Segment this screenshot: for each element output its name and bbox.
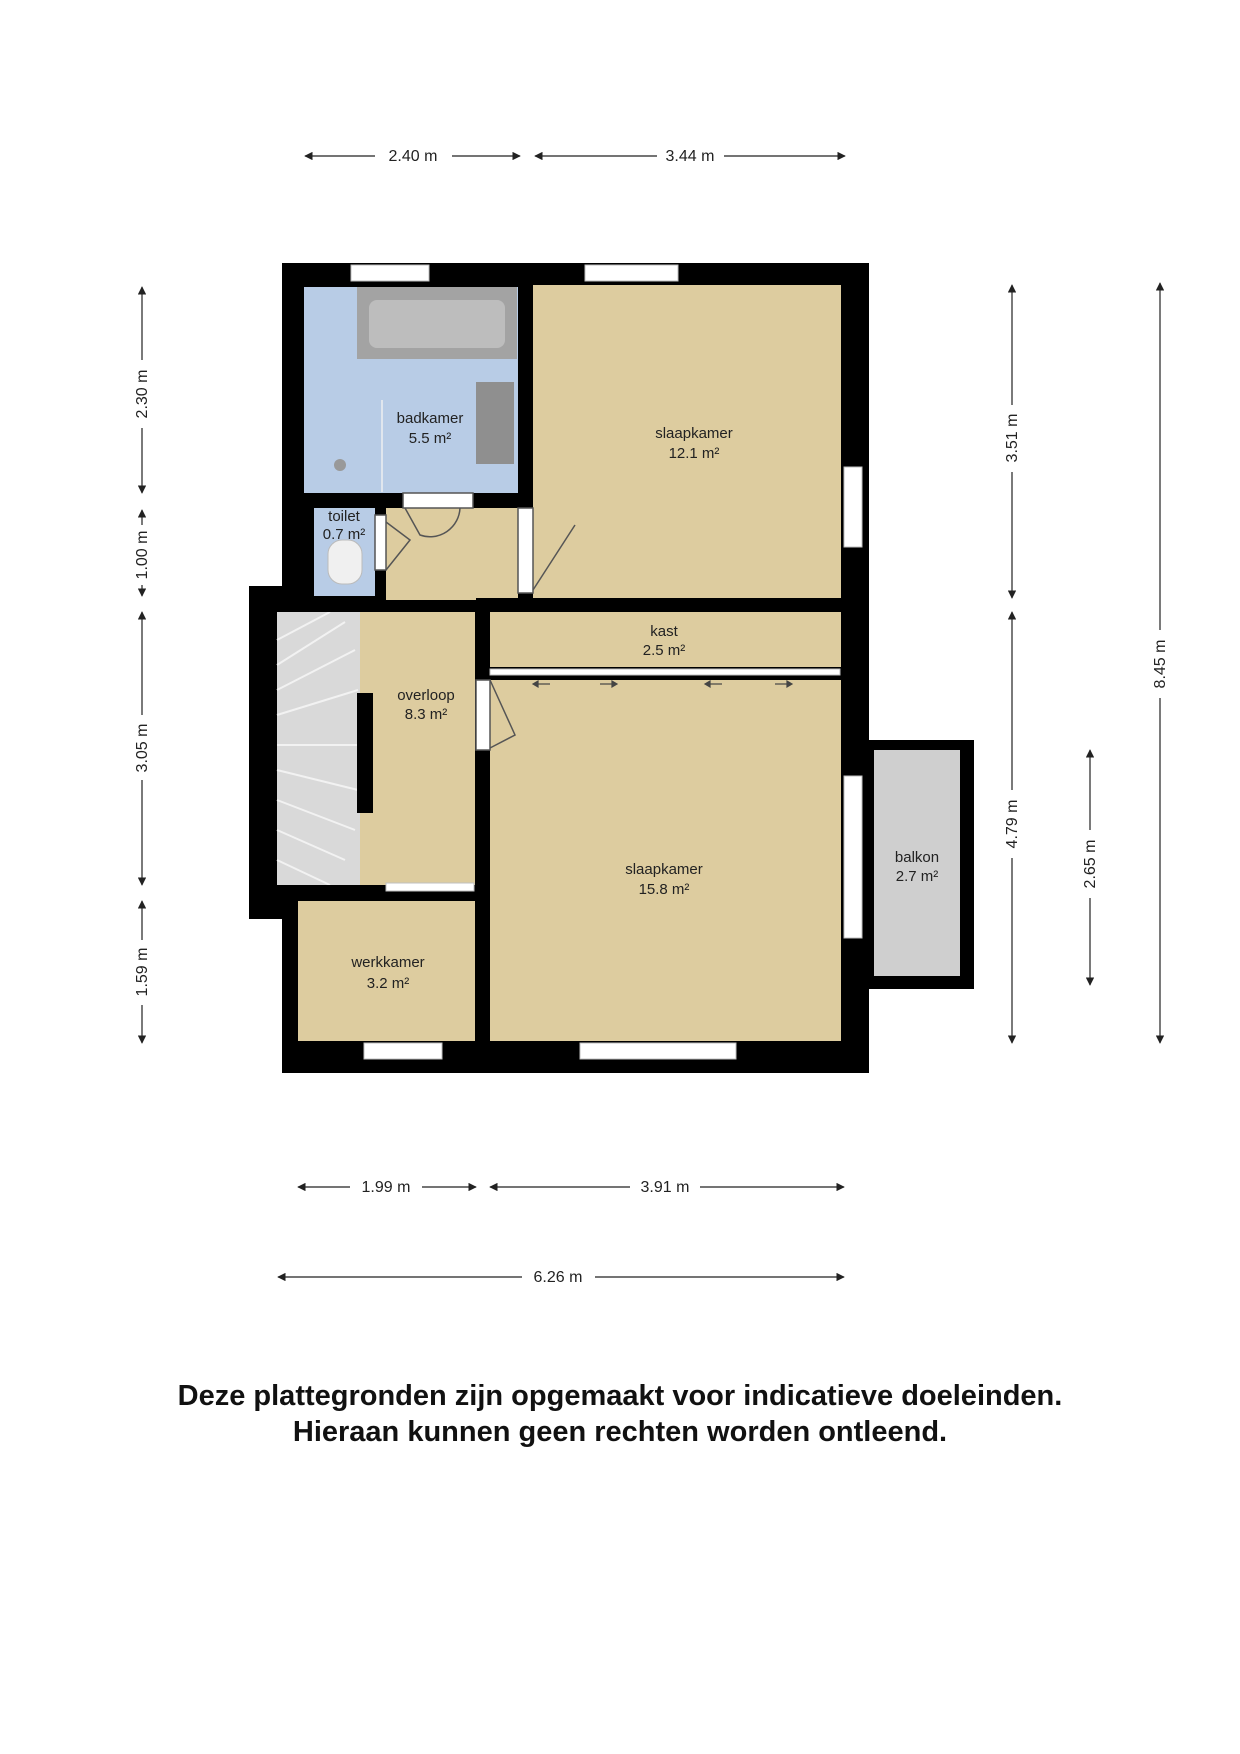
- dim-left-3: 3.05 m: [134, 723, 151, 773]
- disclaimer-line-1: Deze plattegronden zijn opgemaakt voor indicatieve doeleinden.: [177, 1380, 1063, 1412]
- badkamer-area: 5.5 m²: [408, 430, 452, 447]
- dim-right-total: 8.45 m: [1152, 639, 1169, 689]
- slaapkamer-bottom-area: 15.8 m²: [638, 881, 690, 898]
- dim-bottom-right: 3.91 m: [640, 1179, 690, 1196]
- overloop-floor: [386, 508, 518, 600]
- werkkamer-label: werkkamer: [351, 954, 425, 971]
- dim-left-1: 2.30 m: [134, 369, 151, 419]
- dim-bottom-total: 6.26 m: [533, 1269, 583, 1286]
- overloop-label: overloop: [397, 687, 455, 704]
- dim-balcony: 2.65 m: [1082, 839, 1099, 889]
- toilet-bowl: [328, 540, 362, 584]
- overloop-area: 8.3 m²: [404, 706, 448, 723]
- werkkamer-floor: [298, 901, 475, 1041]
- balkon-label: balkon: [894, 849, 940, 866]
- disclaimer-line-2: Hieraan kunnen geen rechten worden ontleend.: [292, 1416, 948, 1448]
- dim-right-1: 3.51 m: [1004, 413, 1021, 463]
- dim-top-left: 2.40 m: [388, 148, 438, 165]
- slaapkamer-top-label: slaapkamer: [655, 425, 733, 442]
- kast-label: kast: [650, 623, 678, 640]
- dim-bottom-left: 1.99 m: [361, 1179, 411, 1196]
- dim-right-2: 4.79 m: [1004, 799, 1021, 849]
- dim-top-right: 3.44 m: [665, 148, 715, 165]
- slaapkamer-bottom-label: slaapkamer: [625, 861, 703, 878]
- badkamer-label: badkamer: [396, 410, 464, 427]
- overloop-floor-2: [360, 612, 475, 885]
- shower-head: [334, 459, 346, 471]
- slaapkamer-top-floor: [533, 285, 841, 600]
- balkon-area: 2.7 m²: [895, 868, 939, 885]
- slaapkamer-top-area: 12.1 m²: [668, 445, 720, 462]
- toilet-label: toilet: [328, 508, 360, 525]
- werkkamer-area: 3.2 m²: [366, 975, 410, 992]
- dim-left-4: 1.59 m: [134, 947, 151, 997]
- kast-area: 2.5 m²: [642, 642, 686, 659]
- dim-left-2: 1.00 m: [134, 530, 151, 580]
- washbasin: [476, 382, 514, 464]
- toilet-area: 0.7 m²: [322, 526, 366, 543]
